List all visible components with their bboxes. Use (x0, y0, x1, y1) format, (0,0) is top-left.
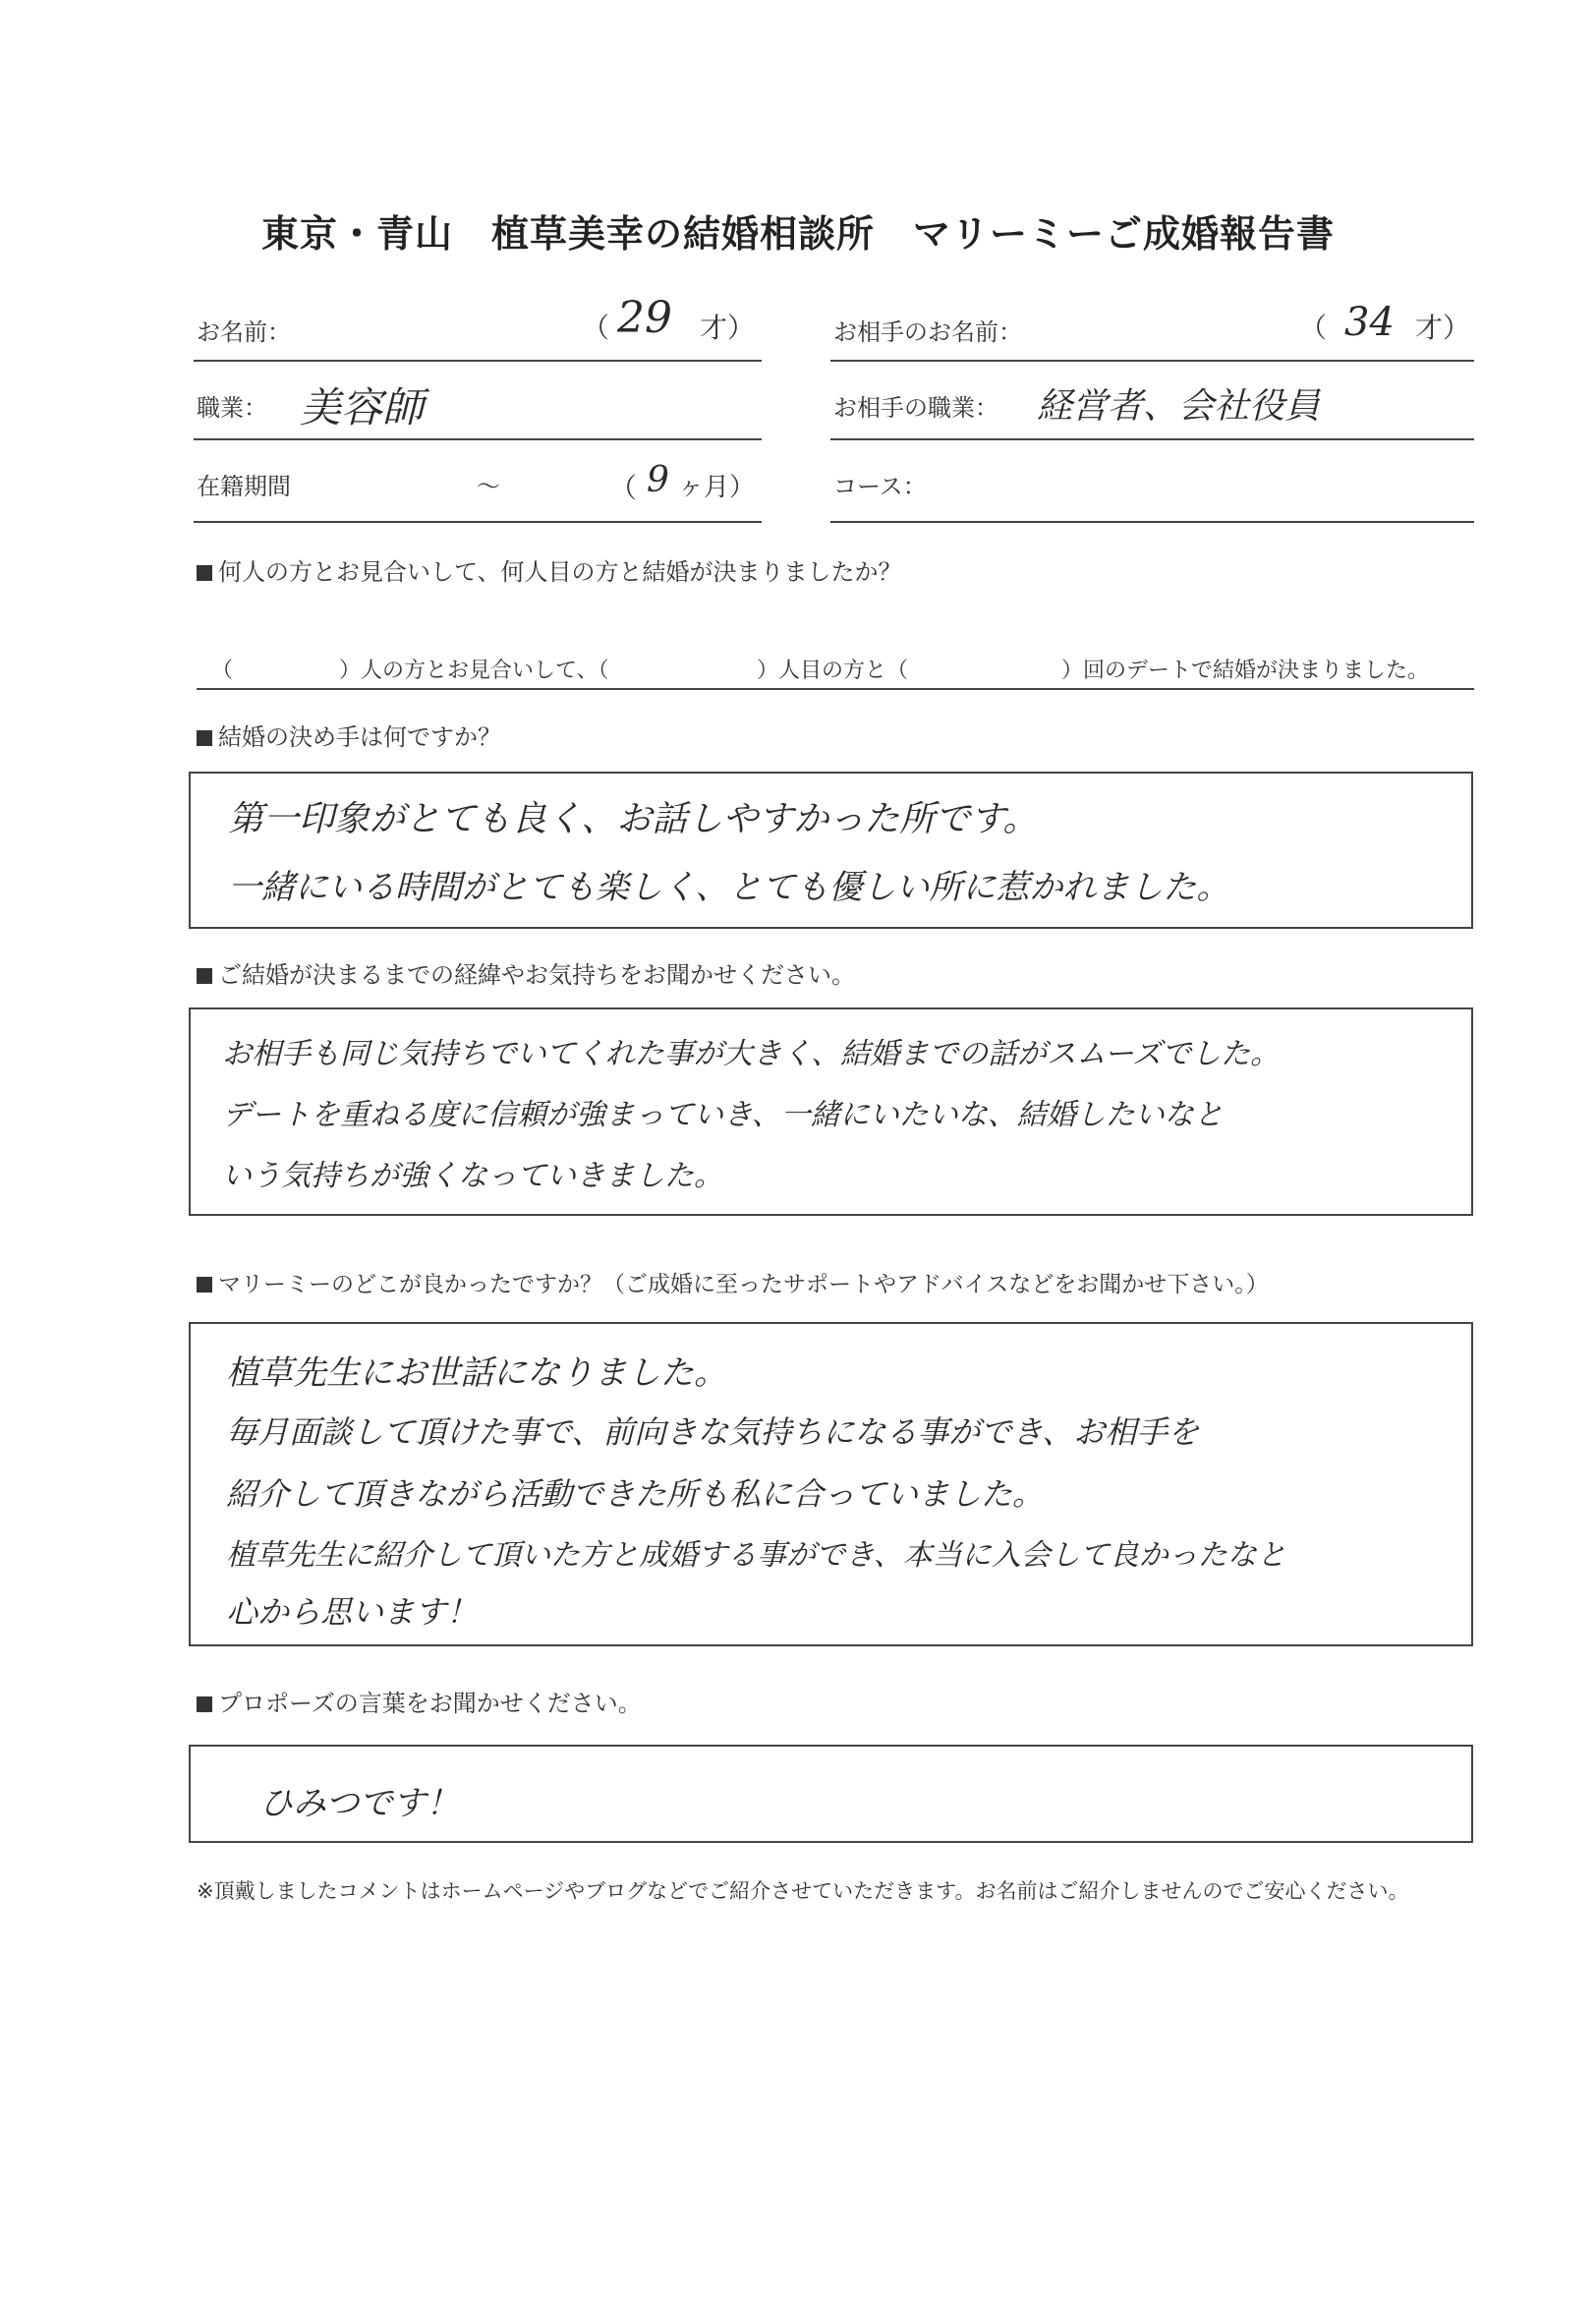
job-value: 美容師 (300, 383, 425, 431)
period-unit: ヶ月） (678, 473, 756, 502)
partner-age-open: （ (1299, 312, 1328, 344)
question-proposal: プロポーズの言葉をお聞かせください。 (197, 1684, 642, 1718)
period-label: 在籍期間 (197, 473, 291, 500)
square-bullet-icon (197, 1277, 212, 1293)
matches-underline (197, 688, 1474, 690)
question-background: ご結婚が決まるまでの経緯やお気持ちをお聞かせください。 (197, 955, 855, 990)
square-bullet-icon (197, 565, 212, 581)
matches-blank-1-open: （ (211, 659, 234, 683)
good-points-line-5: 心から思います！ (226, 1593, 479, 1631)
matches-blank-2-label: ）人目の方と（ (757, 659, 909, 683)
good-points-box (189, 1322, 1473, 1646)
matches-blank-3-label: ）回のデートで結婚が決まりました。 (1061, 659, 1430, 683)
deciding-factor-line-2: 一緒にいる時間がとても楽しく、とても優しい所に惹かれました。 (228, 868, 1230, 907)
proposal-box (189, 1745, 1473, 1843)
period-tilde: 〜 (477, 473, 500, 500)
square-bullet-icon (197, 730, 212, 746)
background-line-2: デートを重ねる度に信頼が強まっていき、一緒にいたいな、結婚したいなと (222, 1098, 1224, 1132)
period-value: 9 (647, 460, 669, 500)
question-good-points: マリーミーのどこが良かったですか？（ご成婚に至ったサポートやアドバイスなどをお聞かせ下さい。） (197, 1266, 1269, 1298)
partner-job-value: 経営者、会社役員 (1037, 386, 1321, 427)
background-box (189, 1007, 1473, 1216)
square-bullet-icon (197, 1696, 212, 1712)
deciding-factor-box (189, 772, 1473, 929)
partner-age-unit: 才） (1415, 312, 1471, 344)
period-underline (194, 521, 762, 523)
partner-name-underline (830, 360, 1474, 362)
name-age-unit: 才） (700, 312, 756, 344)
square-bullet-icon (197, 968, 212, 984)
partner-job-label: お相手の職業： (833, 394, 998, 422)
period-open: （ (609, 472, 638, 504)
deciding-factor-line-1: 第一印象がとても良く、お話しやすかった所です。 (228, 799, 1039, 839)
name-age-value: 29 (617, 293, 672, 343)
good-points-line-4: 植草先生に紹介して頂いた方と成婚する事ができ、本当に入会して良かったなと (226, 1538, 1286, 1573)
partner-job-underline (830, 438, 1474, 440)
matches-blank-1-label: ）人の方とお見合いして、（ (339, 659, 609, 683)
partner-age-value: 34 (1344, 300, 1395, 345)
job-underline (194, 438, 762, 440)
name-age-open: （ (582, 312, 610, 344)
question-matches: 何人の方とお見合いして、何人目の方と結婚が決まりましたか？ (197, 552, 902, 587)
question-deciding-factor: 結婚の決め手は何ですか？ (197, 718, 501, 752)
course-label: コース： (833, 473, 927, 500)
good-points-line-3: 紹介して頂きながら活動できた所も私に合っていました。 (226, 1475, 1045, 1513)
proposal-answer: ひみつです！ (259, 1784, 460, 1823)
partner-name-label: お相手のお名前： (833, 318, 1022, 346)
good-points-line-1: 植草先生にお世話になりました。 (226, 1353, 727, 1393)
name-label: お名前： (197, 318, 291, 346)
background-line-1: お相手も同じ気持ちでいてくれた事が大きく、結婚までの話がスムーズでした。 (222, 1037, 1281, 1071)
footnote: ※頂戴しましたコメントはホームページやブログなどでご紹介させていただきます。お名前はご紹介しませんのでご安心ください。 (197, 1879, 1409, 1903)
background-line-3: いう気持ちが強くなっていきました。 (222, 1159, 723, 1193)
job-label: 職業： (197, 394, 267, 422)
name-underline (194, 360, 762, 362)
page-title: 東京・青山 植草美幸の結婚相談所 マリーミーご成婚報告書 (260, 212, 1335, 256)
good-points-line-2: 毎月面談して頂けた事で、前向きな気持ちになる事ができ、お相手を (226, 1413, 1200, 1451)
course-underline (830, 521, 1474, 523)
